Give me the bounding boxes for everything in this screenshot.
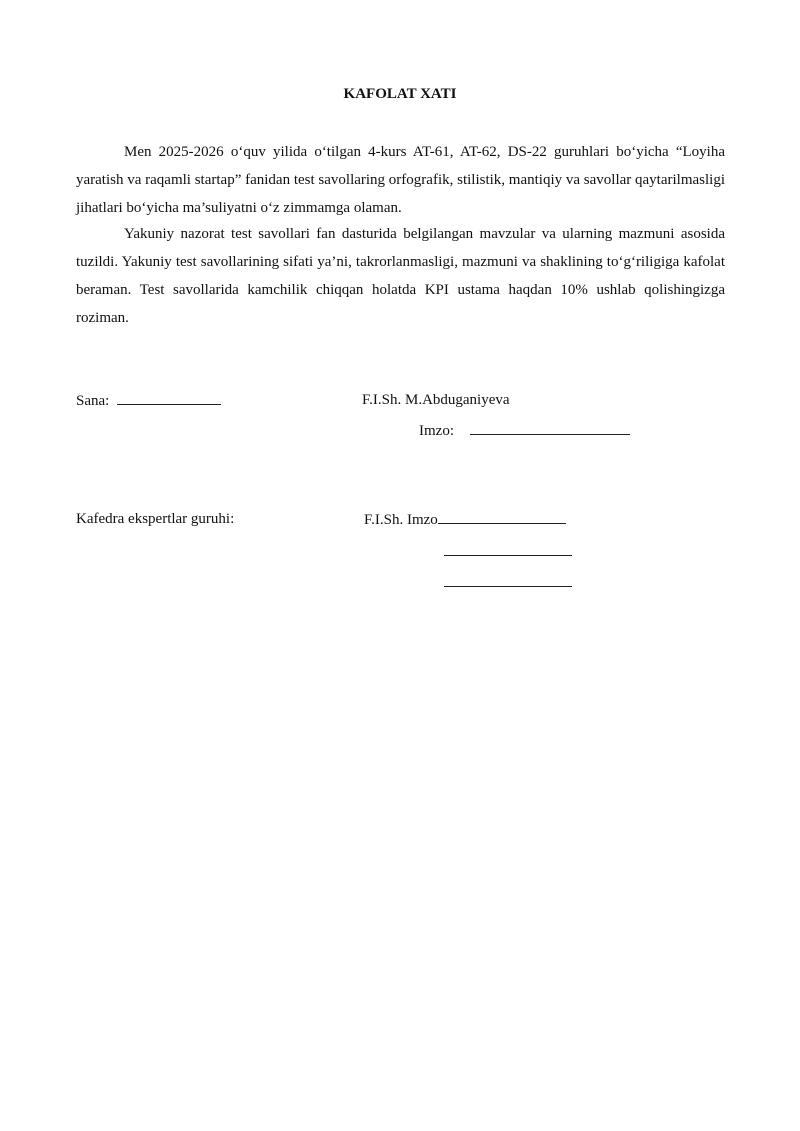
date-field	[76, 390, 221, 411]
author-signature-field	[419, 420, 630, 441]
signature-blank-line	[470, 420, 630, 435]
date-blank-line	[117, 390, 221, 405]
experts-label: Kafedra ekspertlar guruhi:	[76, 511, 235, 527]
experts-signature-field	[364, 509, 566, 530]
expert-signature-line-2	[444, 541, 572, 556]
expert-signature-line-1	[438, 509, 566, 524]
guarantee-paragraph-2	[76, 220, 725, 332]
fish-imzo-label: F.I.Sh. Imzo	[364, 512, 438, 528]
expert-signature-line-3	[444, 572, 572, 587]
guarantee-paragraph-1	[76, 138, 725, 222]
date-label: Sana:	[76, 393, 110, 409]
expert-signature-line-3-wrap	[444, 572, 572, 593]
document-title: KAFOLAT XATI	[343, 86, 457, 102]
paragraph-text: Yakuniy nazorat test savollari fan dasturida belgilangan mavzular va ularning mazmuni asosida tuzildi. Yakuniy test savollarining sifati ya’ni, takrorlanmasligi, mazmuni va shaklining to‘g‘riligiga kafolat beraman. Test savollarida kamchilik chiqqan holatda KPI ustama haqdan 10% ushlab qolishingizga roziman.	[76, 226, 725, 326]
paragraph-text: Men 2025-2026 o‘quv yilida o‘tilgan 4-kurs AT-61, AT-62, DS-22 guruhlari bo‘yicha “Loyiha yaratish va raqamli startap” fanidan test savollaring orfografik, stilistik, mantiqiy va savollar qaytarilmasligi jihatlari bo‘yicha ma’suliyatni o‘z zimmamga olaman.	[76, 144, 725, 216]
expert-signature-line-2-wrap	[444, 541, 572, 562]
imzo-label: Imzo:	[419, 423, 454, 439]
author-fish: F.I.Sh. M.Abduganiyeva	[362, 392, 510, 408]
